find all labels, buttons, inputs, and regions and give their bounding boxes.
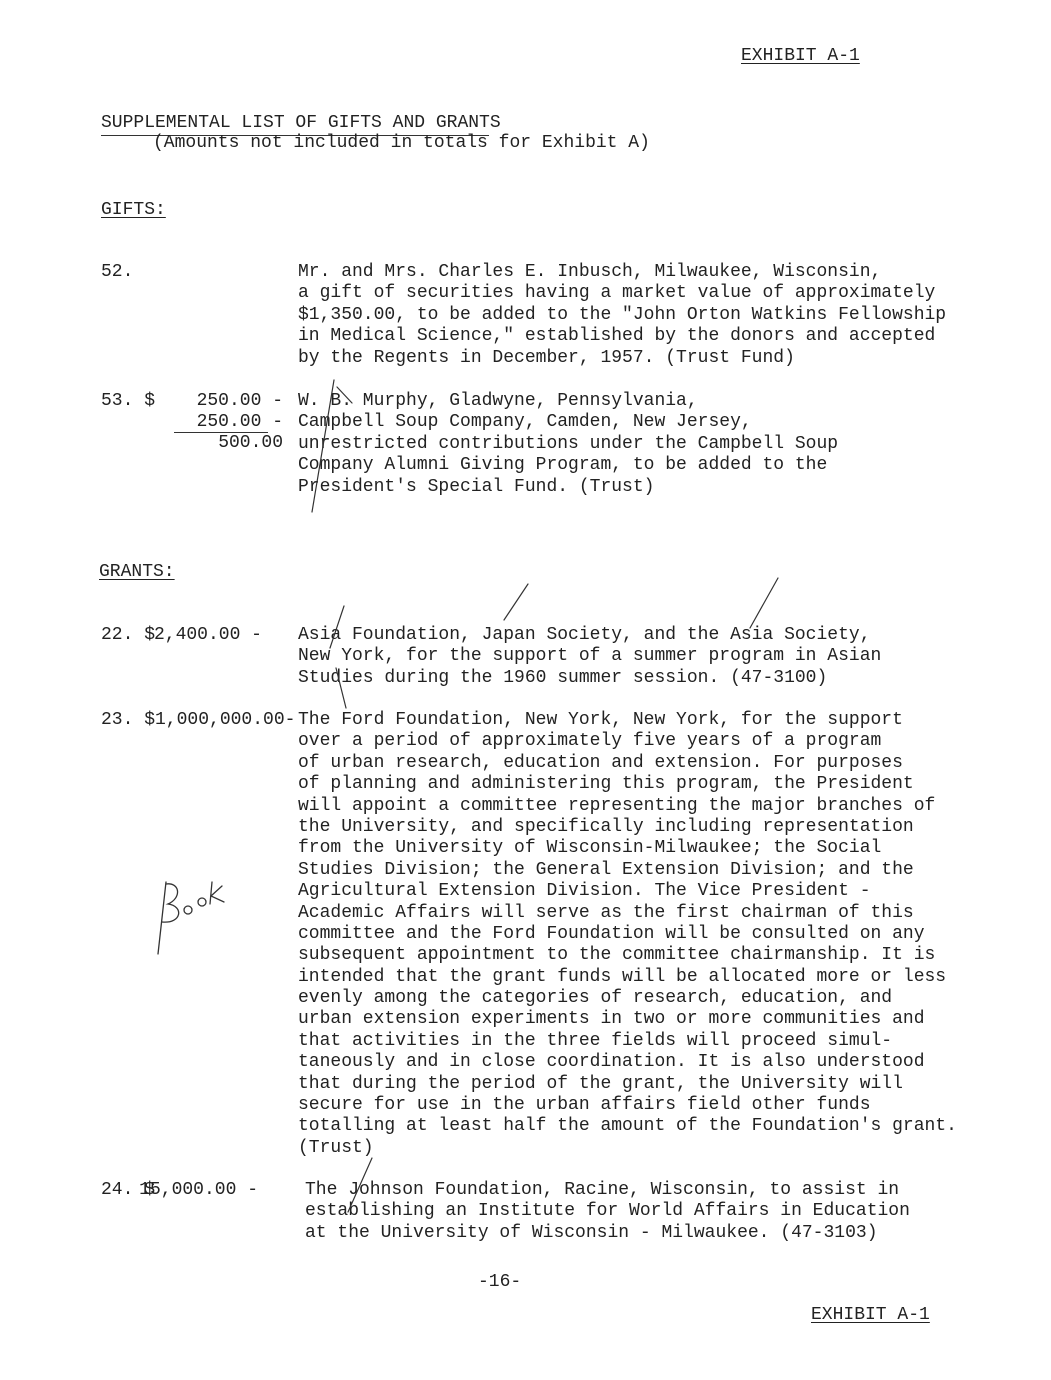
grant-24-number: 24. $	[101, 1180, 156, 1200]
text-line: subsequent appointment to the committee chairmanship. It is	[298, 945, 936, 966]
grant-22-number: 22. $	[101, 625, 156, 645]
exhibit-label-bottom: EXHIBIT A-1	[811, 1305, 930, 1325]
text-line: by the Regents in December, 1957. (Trust Fund)	[298, 347, 795, 368]
text-line: evenly among the categories of research, education, and	[298, 988, 893, 1009]
text-line: Company Alumni Giving Program, to be added to the	[298, 455, 828, 476]
text-line: that during the period of the grant, the University will	[298, 1073, 903, 1094]
document-subtitle: (Amounts not included in totals for Exhibit A)	[153, 133, 650, 153]
page-number: -16-	[478, 1272, 522, 1292]
gift-53-total: 500.00	[218, 433, 283, 453]
text-line: over a period of approximately five years of a program	[298, 731, 882, 752]
text-line: totalling at least half the amount of the Foundation's grant.	[298, 1116, 957, 1137]
text-line: The Johnson Foundation, Racine, Wisconsin, to assist in	[305, 1180, 900, 1200]
document-title: SUPPLEMENTAL LIST OF GIFTS AND GRANTS	[101, 113, 501, 133]
text-line: The Ford Foundation, New York, New York, for the support	[298, 710, 903, 730]
text-line: Academic Affairs will serve as the first chairman of this	[298, 902, 914, 923]
text-line: (Trust)	[298, 1137, 374, 1158]
gift-53-amount-2: 250.00 -	[196, 412, 283, 432]
grants-heading: GRANTS:	[99, 562, 175, 582]
text-line: from the University of Wisconsin-Milwaukee; the Social	[298, 838, 882, 859]
text-line: unrestricted contributions under the Campbell Soup	[298, 433, 839, 454]
text-line: intended that the grant funds will be allocated more or less	[298, 966, 947, 987]
text-line: of urban research, education and extension. For purposes	[298, 752, 903, 773]
text-line: New York, for the support of a summer program in Asian	[298, 646, 882, 667]
text-line: W. B. Murphy, Gladwyne, Pennsylvania,	[298, 391, 698, 411]
gifts-heading: GIFTS:	[101, 200, 166, 220]
text-line: Campbell Soup Company, Camden, New Jersey,	[298, 412, 752, 433]
text-line: $1,350.00, to be added to the "John Orton Watkins Fellowship	[298, 304, 947, 325]
text-line: that activities in the three fields will proceed simul-	[298, 1030, 893, 1051]
grant-24-amount: 15,000.00 -	[139, 1180, 258, 1200]
text-line: President's Special Fund. (Trust)	[298, 476, 655, 497]
text-line: at the University of Wisconsin - Milwaukee. (47-3103)	[305, 1222, 878, 1243]
text-line: taneously and in close coordination. It is also understood	[298, 1052, 925, 1073]
text-line: Studies during the 1960 summer session. (47-3100)	[298, 667, 828, 688]
text-line: Studies Division; the General Extension Division; and the	[298, 859, 914, 880]
text-line: in Medical Science," established by the donors and accepted	[298, 326, 936, 347]
text-line: Agricultural Extension Division. The Vice President -	[298, 881, 871, 902]
text-line: secure for use in the urban affairs field other funds	[298, 1095, 871, 1116]
text-line: urban extension experiments in two or more communities and	[298, 1009, 925, 1030]
handwritten-note-book-icon	[148, 872, 238, 962]
text-line: the University, and specifically including representation	[298, 816, 914, 837]
text-line: establishing an Institute for World Affairs in Education	[305, 1201, 910, 1222]
text-line: committee and the Ford Foundation will be consulted on any	[298, 923, 925, 944]
grant-23-number: 23. $1,000,000.00-	[101, 710, 296, 730]
grant-22-amount: 2,400.00 -	[153, 625, 262, 645]
text-line: Mr. and Mrs. Charles E. Inbusch, Milwaukee, Wisconsin,	[298, 262, 882, 282]
check-mark	[312, 380, 334, 512]
gift-53-number: 53. $	[101, 391, 156, 411]
text-line: a gift of securities having a market value of approximately	[298, 283, 936, 304]
text-line: will appoint a committee representing the major branches of	[298, 795, 936, 816]
exhibit-label-top: EXHIBIT A-1	[741, 46, 860, 66]
gift-53-amount-1: 250.00 -	[196, 391, 283, 411]
text-line: of planning and administering this program, the President	[298, 774, 914, 795]
text-line: Asia Foundation, Japan Society, and the Asia Society,	[298, 625, 871, 645]
gift-52-number: 52.	[101, 262, 134, 282]
